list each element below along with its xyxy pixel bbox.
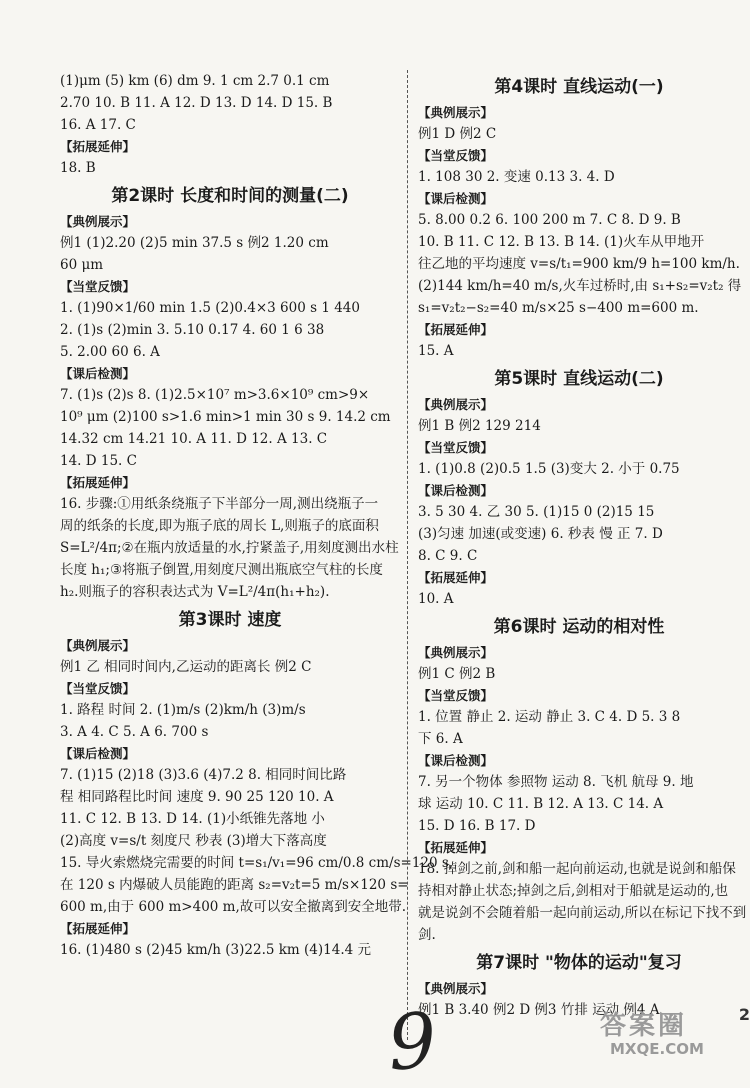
answer-line: 例1 C 例2 B xyxy=(418,666,496,682)
subsection-label: 【 拓展延伸 】 xyxy=(60,472,400,493)
right-column xyxy=(418,70,747,1021)
section-heading: 第6课时 运动的相对性 xyxy=(493,617,665,637)
subsection-label: 【 拓展延伸 】 xyxy=(60,136,400,157)
subsection-label: 【 当堂反馈 】 xyxy=(60,678,400,699)
subsection-label: 【 课后检测 】 xyxy=(418,750,740,771)
subsection-label: 【 拓展延伸 】 xyxy=(418,837,740,858)
subsection-label: 【 拓展延伸 】 xyxy=(418,567,740,588)
subsection-label: 【 课后检测 】 xyxy=(418,480,740,501)
subsection-label: 【 当堂反馈 】 xyxy=(418,437,740,458)
subsection-label: 【 当堂反馈 】 xyxy=(418,145,740,166)
section-heading: 第7课时 "物体的运动"复习 xyxy=(476,953,682,973)
answer-line: (2)144 km/h=40 m/s,火车过桥时,由 s₁+s₂=v₂t₂ 得 xyxy=(418,278,742,294)
answer-line: 14.32 cm 14.21 10. A 11. D 12. A 13. C xyxy=(60,431,328,447)
answer-line: 16. 步骤:①用纸条绕瓶子下半部分一周,测出绕瓶子一 xyxy=(60,496,379,512)
subsection-label: 【 当堂反馈 】 xyxy=(60,276,400,297)
answer-line: 60 μm xyxy=(60,257,104,273)
answer-line: s₁=v₂t₂−s₂=40 m/s×25 s−400 m=600 m. xyxy=(418,300,699,316)
answer-line: 长度 h₁;③将瓶子倒置,用刻度尺测出瓶底空气柱的长度 xyxy=(60,562,383,578)
answer-line: 2.70 10. B 11. A 12. D 13. D 14. D 15. B xyxy=(60,95,333,111)
answer-line: 2. (1)s (2)min 3. 5.10 0.17 4. 60 1 6 38 xyxy=(60,322,325,338)
subsection-label: 【 拓展延伸 】 xyxy=(418,319,740,340)
page-number: 2 xyxy=(738,1005,750,1024)
answer-line: 5. 8.00 0.2 6. 100 200 m 7. C 8. D 9. B xyxy=(418,212,681,228)
watermark-logo xyxy=(600,1012,750,1062)
answer-line: 8. C 9. C xyxy=(418,548,478,564)
answer-line: 18. B xyxy=(60,160,96,176)
answer-line: 例1 (1)2.20 (2)5 min 37.5 s 例2 1.20 cm xyxy=(60,235,329,251)
answer-line: 3. 5 30 4. 乙 30 5. (1)15 0 (2)15 15 xyxy=(418,504,655,520)
answer-line: (3)匀速 加速(或变速) 6. 秒表 慢 正 7. D xyxy=(418,526,663,542)
answer-line: 16. (1)480 s (2)45 km/h (3)22.5 km (4)14.4 元 xyxy=(60,942,371,958)
answer-line: (2)高度 v=s/t 刻度尺 秒表 (3)增大下落高度 xyxy=(60,833,327,849)
section-heading: 第4课时 直线运动(一) xyxy=(494,77,664,97)
answer-line: 7. (1)s (2)s 8. (1)2.5×10⁷ m>3.6×10⁹ cm>9× xyxy=(60,387,370,403)
answer-line: 往乙地的平均速度 v=s/t₁=900 km/9 h=100 km/h. xyxy=(418,256,740,272)
subsection-label: 【 典例展示 】 xyxy=(418,394,740,415)
subsection-label: 【 拓展延伸 】 xyxy=(60,918,400,939)
subsection-label: 【 典例展示 】 xyxy=(60,635,400,656)
answer-line: 7. 另一个物体 参照物 运动 8. 飞机 航母 9. 地 xyxy=(418,774,694,790)
column-divider xyxy=(407,70,408,1040)
answer-line: 5. 2.00 60 6. A xyxy=(60,344,160,360)
answer-line: 1. 位置 静止 2. 运动 静止 3. C 4. D 5. 3 8 xyxy=(418,709,681,725)
answer-line: (1)μm (5) km (6) dm 9. 1 cm 2.7 0.1 cm xyxy=(60,73,330,89)
answer-line: h₂.则瓶子的容积表达式为 V=L²/4π(h₁+h₂). xyxy=(60,584,330,600)
answer-line: 10⁹ μm (2)100 s>1.6 min>1 min 30 s 9. 14.2 cm xyxy=(60,409,391,425)
answer-line: 在 120 s 内爆破人员能跑的距离 s₂=v₂t=5 m/s×120 s= xyxy=(60,877,409,893)
subsection-label: 【 典例展示 】 xyxy=(418,102,740,123)
answer-line: 球 运动 10. C 11. B 12. A 13. C 14. A xyxy=(418,796,664,812)
answer-line: 剑. xyxy=(418,927,436,943)
section-heading: 第3课时 速度 xyxy=(178,610,282,630)
subsection-label: 【 典例展示 】 xyxy=(60,211,400,232)
answer-line: 周的纸条的长度,即为瓶子底的周长 L,则瓶子的底面积 xyxy=(60,518,379,534)
answer-line: 例1 B 例2 129 214 xyxy=(418,418,541,434)
section-heading: 第5课时 直线运动(二) xyxy=(494,369,664,389)
answer-line: 15. A xyxy=(418,343,454,359)
answer-line: 10. A xyxy=(418,591,454,607)
answer-line: 下 6. A xyxy=(418,731,463,747)
answer-line: 例1 乙 相同时间内,乙运动的距离长 例2 C xyxy=(60,659,312,675)
answer-line: 11. C 12. B 13. D 14. (1)小纸锥先落地 小 xyxy=(60,811,325,827)
answer-line: 1. (1)0.8 (2)0.5 1.5 (3)变大 2. 小于 0.75 xyxy=(418,461,680,477)
answer-line: S=L²/4π;②在瓶内放适量的水,拧紧盖子,用刻度测出水柱 xyxy=(60,540,399,556)
answer-line: 1. 路程 时间 2. (1)m/s (2)km/h (3)m/s xyxy=(60,702,306,718)
answer-line: 例1 D 例2 C xyxy=(418,126,497,142)
answer-line: 1. 108 30 2. 变速 0.13 3. 4. D xyxy=(418,169,615,185)
handwritten-mark: 9 xyxy=(384,995,440,1088)
subsection-label: 【 课后检测 】 xyxy=(60,743,400,764)
subsection-label: 【 当堂反馈 】 xyxy=(418,685,740,706)
answer-line: 程 相同路程比时间 速度 9. 90 25 120 10. A xyxy=(60,789,334,805)
answer-line: 持相对静止状态;掉剑之后,剑相对于船就是运动的,也 xyxy=(418,883,729,899)
watermark-url: MXQE.COM xyxy=(610,1040,704,1058)
answer-line: 例1 B 3.40 例2 D 例3 竹排 运动 例4 A xyxy=(418,1002,660,1018)
subsection-label: 【 典例展示 】 xyxy=(418,642,740,663)
answer-line: 就是说剑不会随着船一起向前运动,所以在标记下找不到 xyxy=(418,905,747,921)
answer-line: 14. D 15. C xyxy=(60,453,137,469)
answer-line: 15. 导火索燃烧完需要的时间 t=s₁/v₁=96 cm/0.8 cm/s=120 s, xyxy=(60,855,454,871)
section-heading: 第2课时 长度和时间的测量(二) xyxy=(111,186,349,206)
answer-line: 16. A 17. C xyxy=(60,117,136,133)
answer-line: 600 m,由于 600 m>400 m,故可以安全撤离到安全地带. xyxy=(60,899,407,915)
subsection-label: 【 课后检测 】 xyxy=(418,188,740,209)
subsection-label: 【 课后检测 】 xyxy=(60,363,400,384)
watermark-title: 答案圈 xyxy=(600,1011,688,1041)
answer-line: 15. D 16. B 17. D xyxy=(418,818,536,834)
answer-line: 7. (1)15 (2)18 (3)3.6 (4)7.2 8. 相同时间比路 xyxy=(60,767,347,783)
answer-line: 18. 掉剑之前,剑和船一起向前运动,也就是说剑和船保 xyxy=(418,861,736,877)
answer-line: 1. (1)90×1/60 min 1.5 (2)0.4×3 600 s 1 440 xyxy=(60,300,360,316)
subsection-label: 【 典例展示 】 xyxy=(418,978,740,999)
answer-line: 3. A 4. C 5. A 6. 700 s xyxy=(60,724,209,740)
answer-line: 10. B 11. C 12. B 13. B 14. (1)火车从甲地开 xyxy=(418,234,705,250)
